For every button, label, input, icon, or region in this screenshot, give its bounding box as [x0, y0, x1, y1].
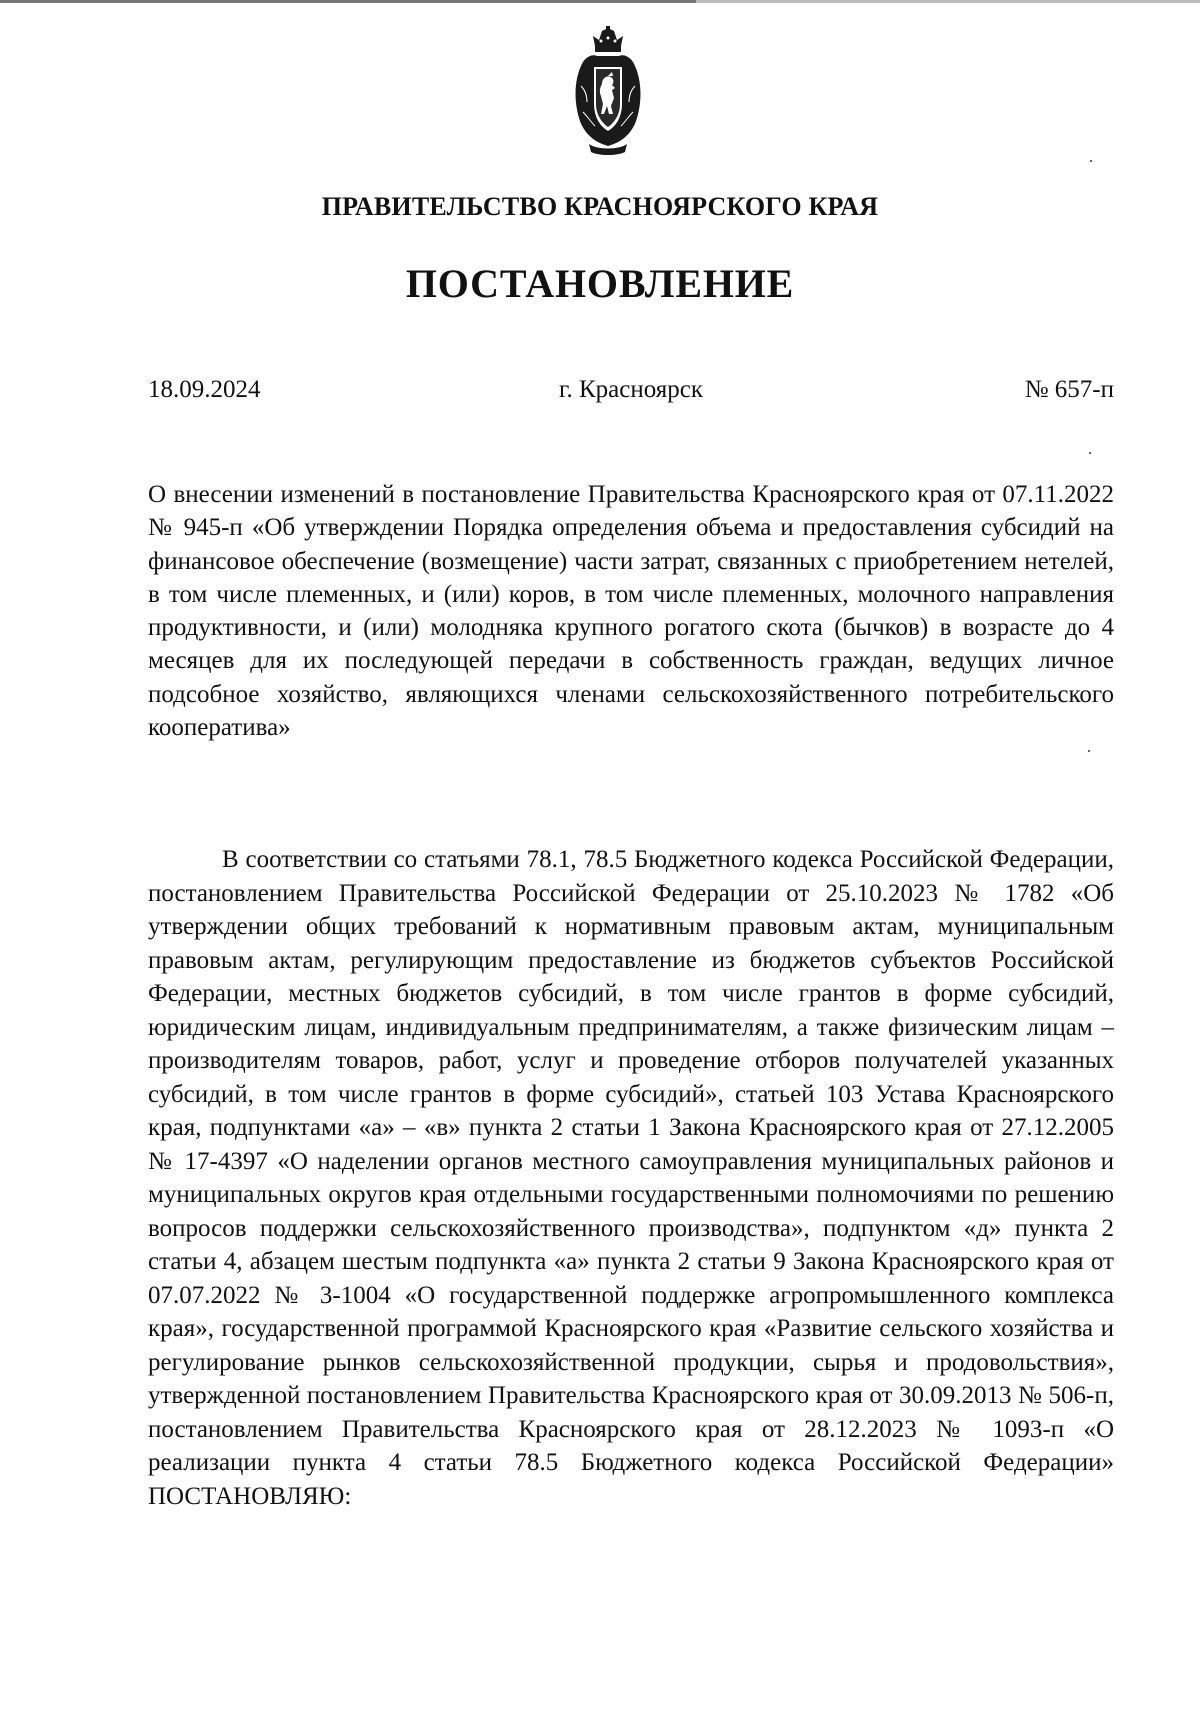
scan-speck [1089, 452, 1091, 454]
document-meta-row [148, 376, 1114, 410]
krasnoyarsk-coat-of-arms-icon [571, 26, 645, 158]
scan-edge-line [0, 0, 1200, 3]
document-type-heading: ПОСТАНОВЛЕНИЕ [405, 261, 795, 306]
document-city: г. Красноярск [559, 376, 703, 403]
document-subject: О внесении изменений в постановление Правительства Красноярского края от 07.11.2022 № 945-п «Об утверждении Порядка определения объема и предоставления субсидий на финансовое обеспечение (возмещение) части затрат, связанных с приобретением нетелей, в том числе племенных, и (или) коров, в том числе племенных, молочного направления продуктивности, и (или) молодняка крупного рогатого скота (бычков) в возрасте до 4 месяцев для их последующей передачи в собственность граждан, ведущих личное подсобное хозяйство, являющихся членами сельскохозяйственного потребительского кооператива» [148, 481, 1114, 742]
scan-speck [1088, 750, 1090, 752]
government-title: ПРАВИТЕЛЬСТВО КРАСНОЯРСКОГО КРАЯ [321, 192, 879, 221]
scan-speck [1090, 160, 1092, 162]
document-date: 18.09.2024 [148, 376, 261, 403]
document-body-paragraph: В соответствии со статьями 78.1, 78.5 Бюджетного кодекса Российской Федерации, постановлением Правительства Российской Федерации от 25.10.2023 № 1782 «Об утверждении общих требований к нормативным правовым актам, муниципальным правовым актам, регулирующим предоставление из бюджетов субъектов Российской Федерации, местных бюджетов субсидий, в том числе грантов в форме субсидий, юридическим лицам, индивидуальным предпринимателям, а также физическим лицам – производителям товаров, работ, услуг и проведение отборов получателей указанных субсидий, в том числе грантов в форме субсидий», статьей 103 Устава Красноярского края, подпунктами «а» – «в» пункта 2 статьи 1 Закона Красноярского края от 27.12.2005 № 17-4397 «О наделении органов местного самоуправления муниципальных районов и муниципальных округов края отдельными государственными полномочиями по решению вопросов поддержки сельскохозяйственного производства», подпунктом «д» пункта 2 статьи 4, абзацем шестым подпункта «а» пункта 2 статьи 9 Закона Красноярского края от 07.07.2022 № 3-1004 «О государственной поддержке агропромышленного комплекса края», государственной программой Красноярского края «Развитие сельского хозяйства и регулирование рынков сельскохозяйственной продукции, сырья и продовольствия», утвержденной постановлением Правительства Красноярского края от 30.09.2013 № 506-п, постановлением Правительства Красноярского края от 28.12.2023 № 1093-п «О реализации пункта 4 статьи 78.5 Бюджетного кодекса Российской Федерации» ПОСТАНОВЛЯЮ: [148, 846, 1114, 1510]
document-number: № 657-п [1024, 376, 1114, 403]
